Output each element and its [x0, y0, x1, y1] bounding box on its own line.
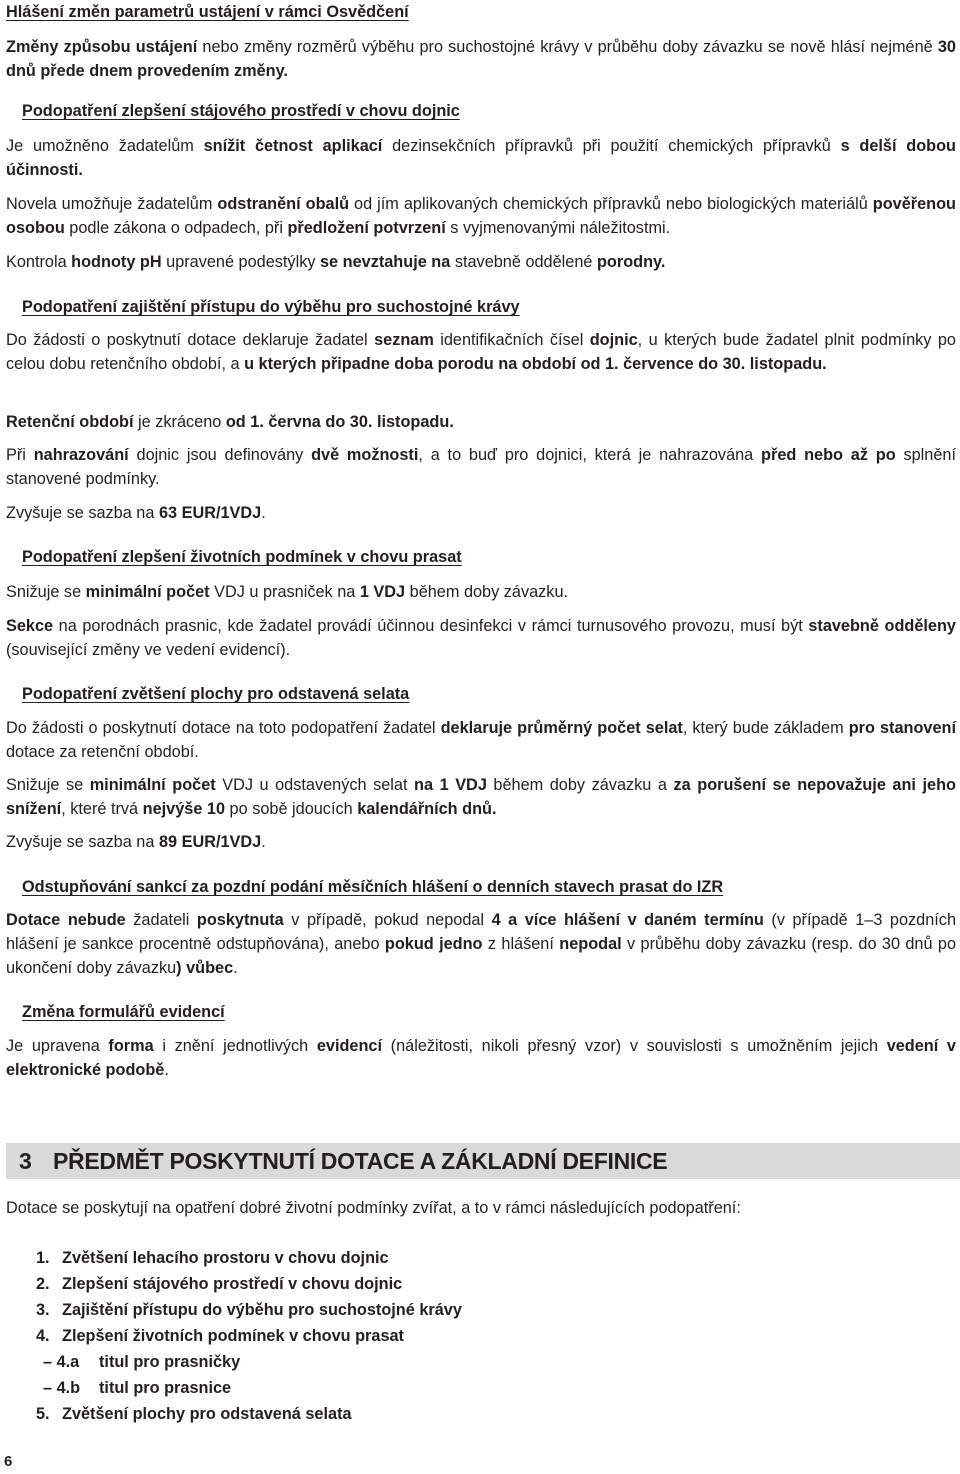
paragraph: Dotace nebude žadateli poskytnuta v případě, pokud nepodal 4 a více hlášení v daném termínu (v případě 1–3 pozdních hlášení je sankce procentně odstupňována), anebo pokud jedno z hlášení nepodal v průběhu doby závazku (resp. do 30 dnů po ukončení doby závazku) vůbec.: [6, 911, 957, 977]
intro-paragraph: Dotace se poskytují na opatření dobré životní podmínky zvířat, a to v rámci následujících podopatření:: [6, 1199, 741, 1217]
list-item: 1. Zvětšení lehacího prostoru v chovu dojnic: [36, 1249, 389, 1267]
paragraph: Zvyšuje se sazba na 89 EUR/1VDJ.: [6, 833, 266, 851]
paragraph: Je upravena forma i znění jednotlivých evidencí (náležitosti, nikoli přesný vzor) v souvislosti s umožněním jejich vedení v elektronické podobě.: [6, 1037, 956, 1079]
list-item: 4. Zlepšení životních podmínek v chovu prasat: [36, 1327, 404, 1345]
paragraph: Kontrola hodnoty pH upravené podestýlky se nevztahuje na stavebně oddělené porodny.: [6, 253, 666, 271]
paragraph: Snižuje se minimální počet VDJ u prasniček na 1 VDJ během doby závazku.: [6, 583, 569, 601]
list-subitem: – 4.a titul pro prasničky: [43, 1353, 241, 1371]
section-heading: Podopatření zlepšení stájového prostředí v chovu dojnic: [22, 102, 460, 120]
paragraph: Do žádosti o poskytnutí dotace deklaruje žadatel seznam identifikačních čísel dojnic, u kterých bude žadatel plnit podmínky po celou dobu retenčního období, a u kterých připadne doba porodu na období od 1. července do 30. listopadu.: [6, 331, 956, 373]
paragraph: Je umožněno žadatelům snížit četnost aplikací dezinsekčních přípravků při použití chemických přípravků s delší dobou účinnosti.: [6, 137, 956, 179]
measures-list: [36, 1245, 462, 1427]
section-heading: Podopatření zvětšení plochy pro odstavená selata: [22, 685, 410, 703]
paragraph: Zvyšuje se sazba na 63 EUR/1VDJ.: [6, 504, 266, 522]
paragraph: Změny způsobu ustájení nebo změny rozměrů výběhu pro suchostojné krávy v průběhu doby závazku se nově hlásí nejméně 30 dnů přede dnem provedením změny.: [6, 38, 956, 80]
chapter-number: 3: [19, 1148, 32, 1174]
list-item: 2. Zlepšení stájového prostředí v chovu dojnic: [36, 1275, 403, 1293]
paragraph: Snižuje se minimální počet VDJ u odstavených selat na 1 VDJ během doby závazku a za porušení se nepovažuje ani jeho snížení, které trvá nejvýše 10 po sobě jdoucích kalendářních dnů.: [6, 776, 956, 818]
page-number: 6: [4, 1453, 13, 1470]
list-item: 5. Zvětšení plochy pro odstavená selata: [36, 1405, 352, 1423]
section-heading: Podopatření zajištění přístupu do výběhu pro suchostojné krávy: [22, 298, 520, 316]
section-heading: Hlášení změn parametrů ustájení v rámci Osvědčení: [6, 3, 409, 21]
chapter-heading: [6, 1143, 960, 1179]
chapter-title: PŘEDMĚT POSKYTNUTÍ DOTACE A ZÁKLADNÍ DEFINICE: [53, 1148, 668, 1174]
paragraph: Při nahrazování dojnic jsou definovány dvě možnosti, a to buď pro dojnici, která je nahrazována před nebo až po splnění stanovené podmínky.: [6, 446, 956, 488]
paragraph: Do žádosti o poskytnutí dotace na toto podopatření žadatel deklaruje průměrný počet selat, který bude základem pro stanovení dotace za retenční období.: [6, 719, 956, 761]
section-heading: Podopatření zlepšení životních podmínek v chovu prasat: [22, 548, 462, 566]
section-heading: Změna formulářů evidencí: [22, 1003, 225, 1021]
section-heading: Odstupňování sankcí za pozdní podání měsíčních hlášení o denních stavech prasat do IZR: [22, 878, 724, 896]
paragraph: Sekce na porodnách prasnic, kde žadatel provádí účinnou desinfekci v rámci turnusového provozu, musí být stavebně odděleny (související změny ve vedení evidencí).: [6, 617, 956, 659]
paragraph: Novela umožňuje žadatelům odstranění obalů od jím aplikovaných chemických přípravků nebo biologických materiálů pověřenou osobou podle zákona o odpadech, při předložení potvrzení s vyjmenovanými náležitostmi.: [6, 195, 956, 237]
list-subitem: – 4.b titul pro prasnice: [43, 1379, 232, 1397]
paragraph: Retenční období je zkráceno od 1. června do 30. listopadu.: [6, 413, 454, 431]
list-item: 3. Zajištění přístupu do výběhu pro suchostojné krávy: [36, 1301, 462, 1319]
